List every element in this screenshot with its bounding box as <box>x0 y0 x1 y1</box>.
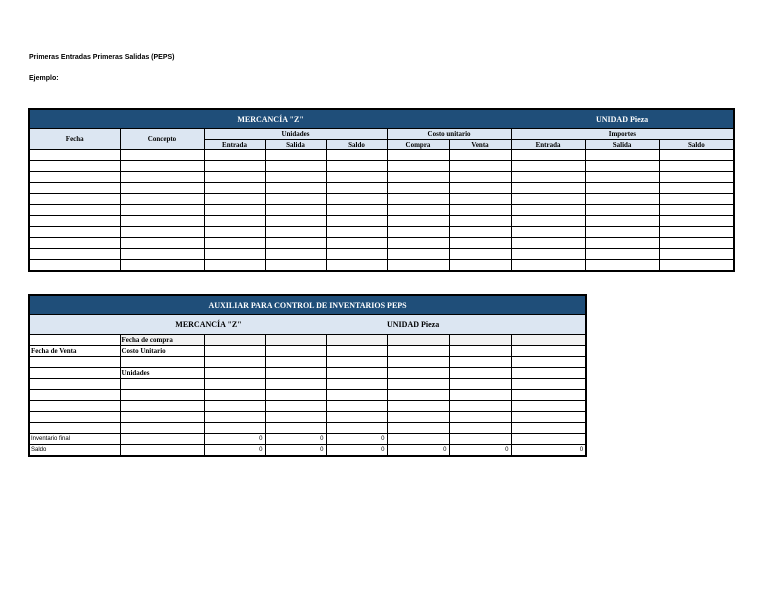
header-entrada: Entrada <box>204 140 265 150</box>
table-row <box>29 183 734 194</box>
header-costo-unitario: Costo unitario <box>387 129 511 140</box>
inv-value: 0 <box>326 434 387 445</box>
table-row <box>29 260 734 272</box>
table-row <box>29 172 734 183</box>
table-row <box>29 249 734 260</box>
table-row <box>29 205 734 216</box>
merchandise-title: MERCANCÍA "Z" <box>29 109 511 129</box>
table-row <box>29 423 586 434</box>
label-fecha-compra: Fecha de compra <box>120 335 204 346</box>
table-row <box>29 368 586 379</box>
table-row <box>29 227 734 238</box>
header-fecha: Fecha <box>29 129 120 150</box>
inventory-final-row <box>29 434 586 445</box>
header-salida: Salida <box>265 140 326 150</box>
page-title: Primeras Entradas Primeras Salidas (PEPS) <box>29 54 175 61</box>
auxiliary-unit: UNIDAD Pieza <box>387 315 586 335</box>
table-row <box>29 379 586 390</box>
header-venta: Venta <box>449 140 511 150</box>
auxiliary-title: AUXILIAR PARA CONTROL DE INVENTARIOS PEPS <box>29 295 586 315</box>
saldo-value: 0 <box>511 445 586 457</box>
saldo-value: 0 <box>204 445 265 457</box>
header-saldo: Saldo <box>326 140 387 150</box>
table-row <box>29 161 734 172</box>
header-importes: Importes <box>511 129 734 140</box>
saldo-value: 0 <box>387 445 449 457</box>
label-saldo: Saldo <box>29 445 120 457</box>
label-fecha-venta: Fecha de Venta <box>29 346 120 357</box>
table-row <box>29 194 734 205</box>
inv-value: 0 <box>265 434 326 445</box>
table-row <box>29 401 586 412</box>
saldo-value: 0 <box>326 445 387 457</box>
table-row <box>29 412 586 423</box>
inv-value: 0 <box>204 434 265 445</box>
header-compra: Compra <box>387 140 449 150</box>
peps-main-table <box>28 108 735 272</box>
page-subtitle: Ejemplo: <box>29 75 59 82</box>
label-inventario-final: Inventario final <box>29 434 120 445</box>
table-row <box>29 346 586 357</box>
auxiliary-merchandise: MERCANCÍA "Z" <box>29 315 387 335</box>
header-unidades: Unidades <box>204 129 387 140</box>
header-importe-salida: Salida <box>585 140 659 150</box>
header-importe-entrada: Entrada <box>511 140 585 150</box>
saldo-row <box>29 445 586 457</box>
label-costo-unitario: Costo Unitario <box>120 346 204 357</box>
header-concepto: Concepto <box>120 129 204 150</box>
inventory-auxiliary-table <box>28 294 587 457</box>
saldo-value: 0 <box>449 445 511 457</box>
table-row <box>29 150 734 161</box>
table-row <box>29 238 734 249</box>
table-row <box>29 357 586 368</box>
unit-title: UNIDAD Pieza <box>511 109 734 129</box>
table-row <box>29 390 586 401</box>
table-row <box>29 216 734 227</box>
saldo-value: 0 <box>265 445 326 457</box>
label-unidades: Unidades <box>120 368 204 379</box>
table-row <box>29 335 586 346</box>
header-importe-saldo: Saldo <box>659 140 734 150</box>
auxiliary-table-body <box>29 335 586 457</box>
main-table-body <box>29 150 734 272</box>
